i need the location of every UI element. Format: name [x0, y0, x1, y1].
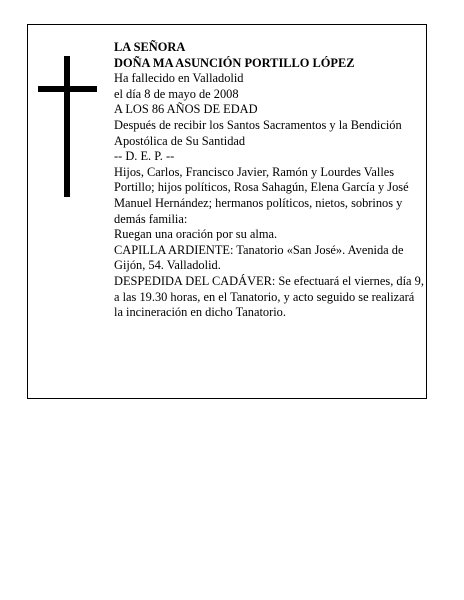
chapel-info: CAPILLA ARDIENTE: Tanatorio «San José». Avenida de Gijón, 54. Valladolid. — [114, 242, 404, 273]
family-list: Hijos, Carlos, Francisco Javier, Ramón y Lourdes Valles Portillo; hijos políticos, Rosa Sahagún, Elena García y José Manuel Hernández; hermanos políticos, nietos, sobrinos y demás familia: — [114, 164, 409, 226]
rip-text: -- D. E. P. -- — [114, 149, 175, 164]
notice-title: LA SEÑORA — [114, 40, 186, 54]
sacraments-text: Después de recibir los Santos Sacramentos y la Bendición Apostólica de Su Santidad — [114, 117, 402, 148]
deceased-name: DOÑA MA ASUNCIÓN PORTILLO LÓPEZ — [114, 55, 355, 70]
cross-horizontal-bar — [38, 86, 97, 92]
prayer-request: Ruegan una oración por su alma. — [114, 227, 278, 242]
death-date: el día 8 de mayo de 2008 — [114, 86, 239, 101]
age-at-death: A LOS 86 AÑOS DE EDAD — [114, 102, 258, 117]
cross-vertical-bar — [64, 56, 70, 197]
death-place: Ha fallecido en Valladolid — [114, 71, 244, 86]
cross-icon — [38, 56, 97, 197]
notice-text — [114, 40, 424, 321]
farewell-info: DESPEDIDA DEL CADÁVER: Se efectuará el viernes, día 9, a las 19.30 horas, en el Tanatorio, y acto seguido se realizará la incineración en dicho Tanatorio. — [114, 273, 424, 320]
